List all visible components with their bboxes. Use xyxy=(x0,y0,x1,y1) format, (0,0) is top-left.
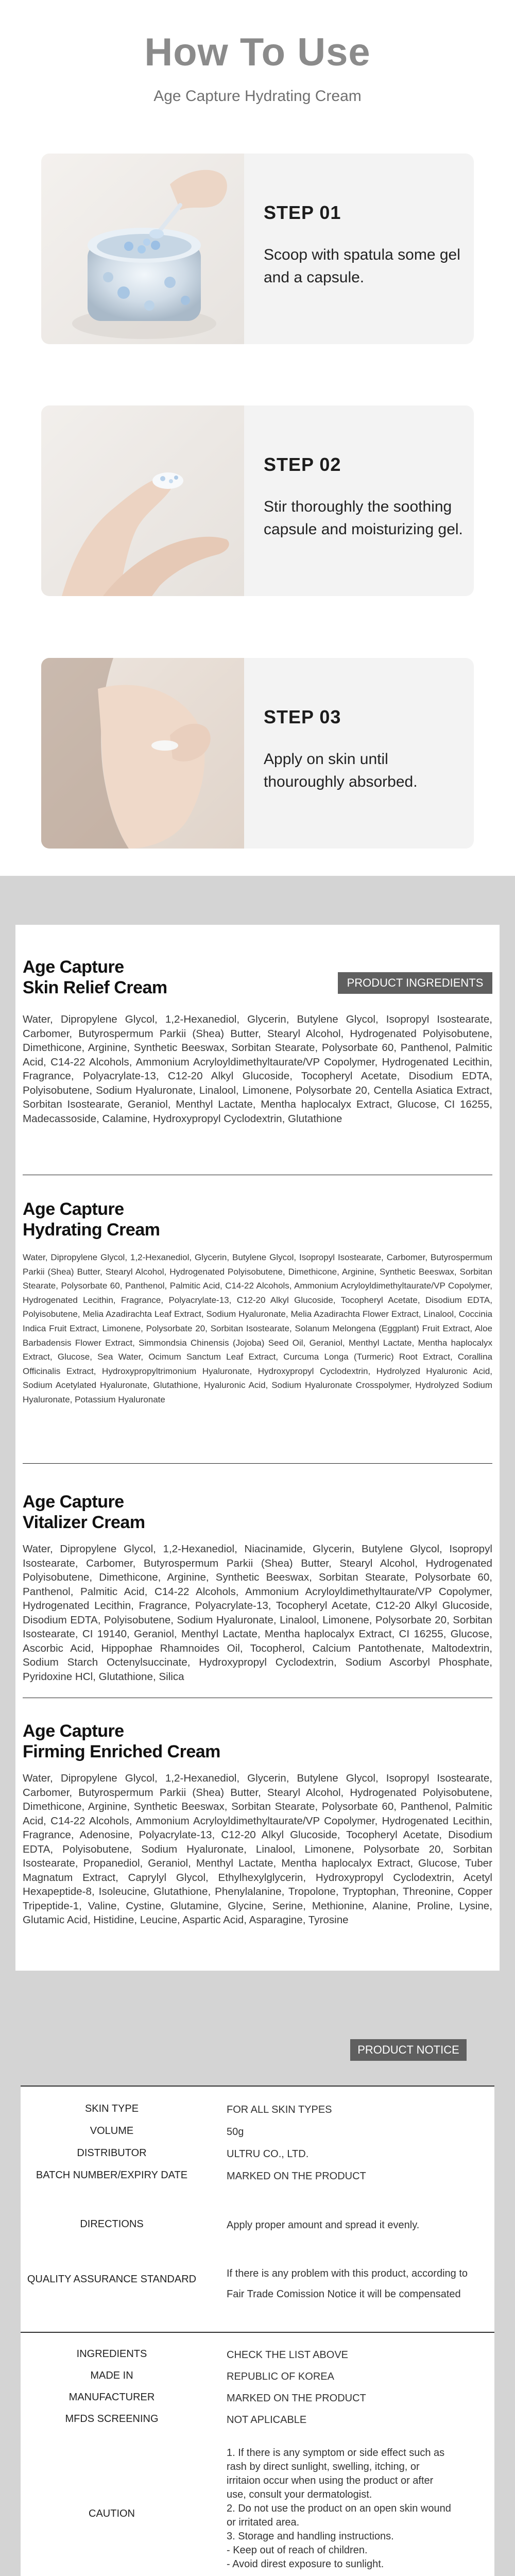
notice-value: MARKED ON THE PRODUCT xyxy=(227,2171,366,2182)
product-notice-tag: PRODUCT NOTICE xyxy=(350,2039,467,2061)
product-vitalizer xyxy=(23,1492,492,1687)
notice-value: FOR ALL SKIN TYPES xyxy=(227,2104,332,2115)
table-top-border xyxy=(21,2086,494,2087)
notice-value: NOT APLICABLE xyxy=(227,2414,307,2426)
ingredient-list: Water, Dipropylene Glycol, 1,2-Hexanediol, Glycerin, Butylene Glycol, Isopropyl Isostearate, Carbomer, Butyrospermum Parkii (Shea) Butter, Stearyl Alcohol, Hydrogenated Polyisobutene, Dimethicone, Arginine, Synthetic Beeswax, Sorbitan Stearate, Polysorbate 60, Panthenol, Palmitic Acid, C14-22 Alcohols, Ammonium Acryloyldimethyltaurate/VP Copolymer, Hydrogenated Lecithin, Fragrance, Polyacrylate-13, C12-20 Alkyl Glucoside, Tocopheryl Acetate, Disodium EDTA, Polyisobutene, Sodium Hyaluronate, Linalool, Limonene, Polysorbate 20, Centella Asiatica Extract, Sorbitan Isostearate, Geraniol, Menthyl Lactate, Mentha haplocalyx Extract, Glucose, CI 16255, Madecassoside, Calamine, Hydroxypropyl Cyclodextrin, Glutathione xyxy=(23,1013,492,1125)
product-name-line2: Vitalizer Cream xyxy=(23,1513,145,1532)
step-card-3 xyxy=(41,658,474,849)
step-label-2: STEP 02 xyxy=(264,454,341,475)
product-notice-table xyxy=(21,2086,494,2576)
jar-and-spatula-image xyxy=(41,154,244,344)
how-to-use-subtitle: Age Capture Hydrating Cream xyxy=(153,88,362,105)
product-ingredients-tag: PRODUCT INGREDIENTS xyxy=(338,972,492,994)
notice-label: SKIN TYPE xyxy=(84,2103,139,2114)
product-name xyxy=(23,1721,220,1762)
notice-label: VOLUME xyxy=(90,2125,134,2137)
notice-label: DIRECTIONS xyxy=(80,2218,144,2230)
product-hydrating xyxy=(23,1199,492,1451)
notice-label: MANUFACTURER xyxy=(68,2392,155,2403)
notice-label: MFDS SCREENING xyxy=(65,2413,159,2425)
notice-label: CAUTION xyxy=(89,2508,135,2519)
notice-value: If there is any problem with this product, according to Fair Trade Comission Notice it will be compensated xyxy=(227,2268,468,2300)
step-card-2 xyxy=(41,405,474,596)
product-name-line2: Hydrating Cream xyxy=(23,1220,160,1240)
product-name xyxy=(23,1492,145,1533)
product-name-line2: Skin Relief Cream xyxy=(23,978,167,997)
notice-value: Apply proper amount and spread it evenly. xyxy=(227,2219,420,2231)
notice-value: MARKED ON THE PRODUCT xyxy=(227,2393,366,2404)
how-to-use-section xyxy=(0,0,515,876)
product-firming-enriched xyxy=(23,1721,492,1958)
product-name-line2: Firming Enriched Cream xyxy=(23,1742,220,1761)
step-label-1: STEP 01 xyxy=(264,202,341,223)
how-to-use-title: How To Use xyxy=(144,30,371,74)
step-text-1: Scoop with spatula some gel and a capsule. xyxy=(264,246,460,286)
cream-on-cheek-image xyxy=(41,658,244,849)
product-name xyxy=(23,1199,160,1240)
product-name-line1: Age Capture xyxy=(23,957,124,977)
product-name-line1: Age Capture xyxy=(23,1721,124,1741)
notice-value: REPUBLIC OF KOREA xyxy=(227,2371,334,2382)
product-divider xyxy=(23,1463,492,1464)
notice-value: ULTRU CO., LTD. xyxy=(227,2148,309,2160)
step-text-2: Stir thoroughly the soothing capsule and moisturizing gel. xyxy=(264,498,463,538)
table-mid-border xyxy=(21,2332,494,2333)
cream-on-fingertip-image xyxy=(41,405,244,596)
ingredient-list: Water, Dipropylene Glycol, 1,2-Hexanediol, Niacinamide, Glycerin, Butylene Glycol, Isopropyl Isostearate, Carbomer, Butyrospermum Parkii (Shea) Butter, Stearyl Alcohol, Hydrogenated Polyisobutene, Dimethicone, Arginine, Synthetic Beeswax, Sorbitan Stearate, Polysorbate 60, Panthenol, Palmitic Acid, C14-22 Alcohols, Ammonium Acryloyldimethyltaurate/VP Copolymer, Hydrogenated Lecithin, Fragrance, Polyacrylate-13, Tocopheryl Acetate, C12-20 Alkyl Glucoside, Disodium EDTA, Polyisobutene, Sodium Hyaluronate, Linalool, Limonene, Polysorbate 20, Sorbitan Isostearate, CI 19140, Geraniol, Menthyl Lactate, Mentha haplocalyx Extract, CI 16255, Glucose, Ascorbic Acid, Hippophae Rhamnoides Oil, Tocopherol, Calcium Pantothenate, Maltodextrin, Sodium Starch Octenylsuccinate, Hydroxypropyl Cyclodextrin, Sodium Ascorbyl Phosphate, Pyridoxine HCl, Glutathione, Silica xyxy=(23,1543,492,1683)
notice-label: DISTRIBUTOR xyxy=(77,2147,147,2159)
step-card-1 xyxy=(41,154,474,344)
notice-label: QUALITY ASSURANCE STANDARD xyxy=(27,2274,197,2285)
notice-value: 50g xyxy=(227,2126,244,2138)
ingredient-list: Water, Dipropylene Glycol, 1,2-Hexanediol, Glycerin, Butylene Glycol, Isopropyl Isostearate, Carbomer, Butyrospermum Parkii (Shea) Butter, Stearyl Alcohol, Hydrogenated Polyisobutene, Dimethicone, Arginine, Synthetic Beeswax, Sorbitan Stearate, Polysorbate 60, Panthenol, Palmitic Acid, C14-22 Alcohols, Ammonium Acryloyldimethyltaurate/VP Copolymer, Hydrogenated Lecithin, Fragrance, Polyacrylate-13, C12-20 Alkyl Glucoside, Tocopheryl Acetate, Disodium EDTA, Polyisobutene, Melia Azadirachta Leaf Extract, Sodium Hyaluronate, Melia Azadirachta Flower Extract, Linalool, Coccinia Indica Fruit Extract, Limonene, Polysorbate 20, Sorbitan Isostearate, Solanum Melongena (Eggplant) Fruit Extract, Aloe Barbadensis Flower Extract, Simmondsia Chinensis (Jojoba) Seed Oil, Geraniol, Menthyl Lactate, Mentha haplocalyx Extract, Glucose, Sea Water, Ocimum Sanctum Leaf Extract, Curcuma Longa (Turmeric) Root Extract, Corallina Officinalis Extract, Hydroxypropyltrimonium Hyaluronate, Hydroxypropyl Cyclodextrin, Hydrolyzed Hyaluronic Acid, Sodium Acetylated Hyaluronate, Glutathione, Hyaluronic Acid, Sodium Hyaluronate Crosspolymer, Hydrolyzed Sodium Hyaluronate, Potassium Hyaluronate xyxy=(23,1252,492,1404)
notice-label: MADE IN xyxy=(90,2370,133,2381)
product-name-line1: Age Capture xyxy=(23,1492,124,1512)
notice-value: CHECK THE LIST ABOVE xyxy=(227,2349,349,2361)
notice-label: BATCH NUMBER/EXPIRY DATE xyxy=(36,2170,188,2181)
ingredients-panel xyxy=(15,925,500,1971)
notice-value: 1. If there is any symptom or side effect such as rash by direct sunlight, swelling, itching, or irritaion occur when using the product or after use, consult your dermatologist. 2. Do not use the product on an open skin wound or irritated area. 3. Storage and handling instructions. - Keep out of reach of children. - Avoid direst exposure to sunlight. xyxy=(227,2447,451,2570)
product-name xyxy=(23,957,167,998)
step-text-3: Apply on skin until thouroughly absorbed. xyxy=(264,751,418,790)
product-skin-relief xyxy=(23,957,492,1153)
step-label-3: STEP 03 xyxy=(264,706,341,727)
product-name-line1: Age Capture xyxy=(23,1199,124,1219)
notice-label: INGREDIENTS xyxy=(76,2348,147,2360)
ingredient-list: Water, Dipropylene Glycol, 1,2-Hexanediol, Glycerin, Butylene Glycol, Isopropyl Isostearate, Carbomer, Butyrospermum Parkii (Shea) Butter, Stearyl Alcohol, Hydrogenated Polyisobutene, Dimethicone, Arginine, Synthetic Beeswax, Sorbitan Stearate, Polysorbate 60, Panthenol, Palmitic Acid, C14-22 Alcohols, Ammonium Acryloyldimethyltaurate/VP Copolymer, Hydrogenated Lecithin, Fragrance, Adenosine, Polyacrylate-13, C12-20 Alkyl Glucoside, Tocopheryl Acetate, Disodium EDTA, Polyisobutene, Sodium Hyaluronate, Linalool, Limonene, Polysorbate 20, Sorbitan Isostearate, Propanediol, Geraniol, Menthyl Lactate, Mentha haplocalyx Extract, Glucose, Tuber Magnatum Extract, Caprylyl Glycol, Ethylhexylglycerin, Hydroxypropyl Cyclodextrin, Acetyl Hexapeptide-8, Isoleucine, Glutathione, Phenylalanine, Tropolone, Tryptophan, Threonine, Copper Tripeptide-1, Valine, Cystine, Glutamine, Glycine, Serine, Methionine, Alanine, Proline, Lysine, Glutamic Acid, Histidine, Leucine, Aspartic Acid, Asparagine, Tyrosine xyxy=(23,1772,492,1926)
